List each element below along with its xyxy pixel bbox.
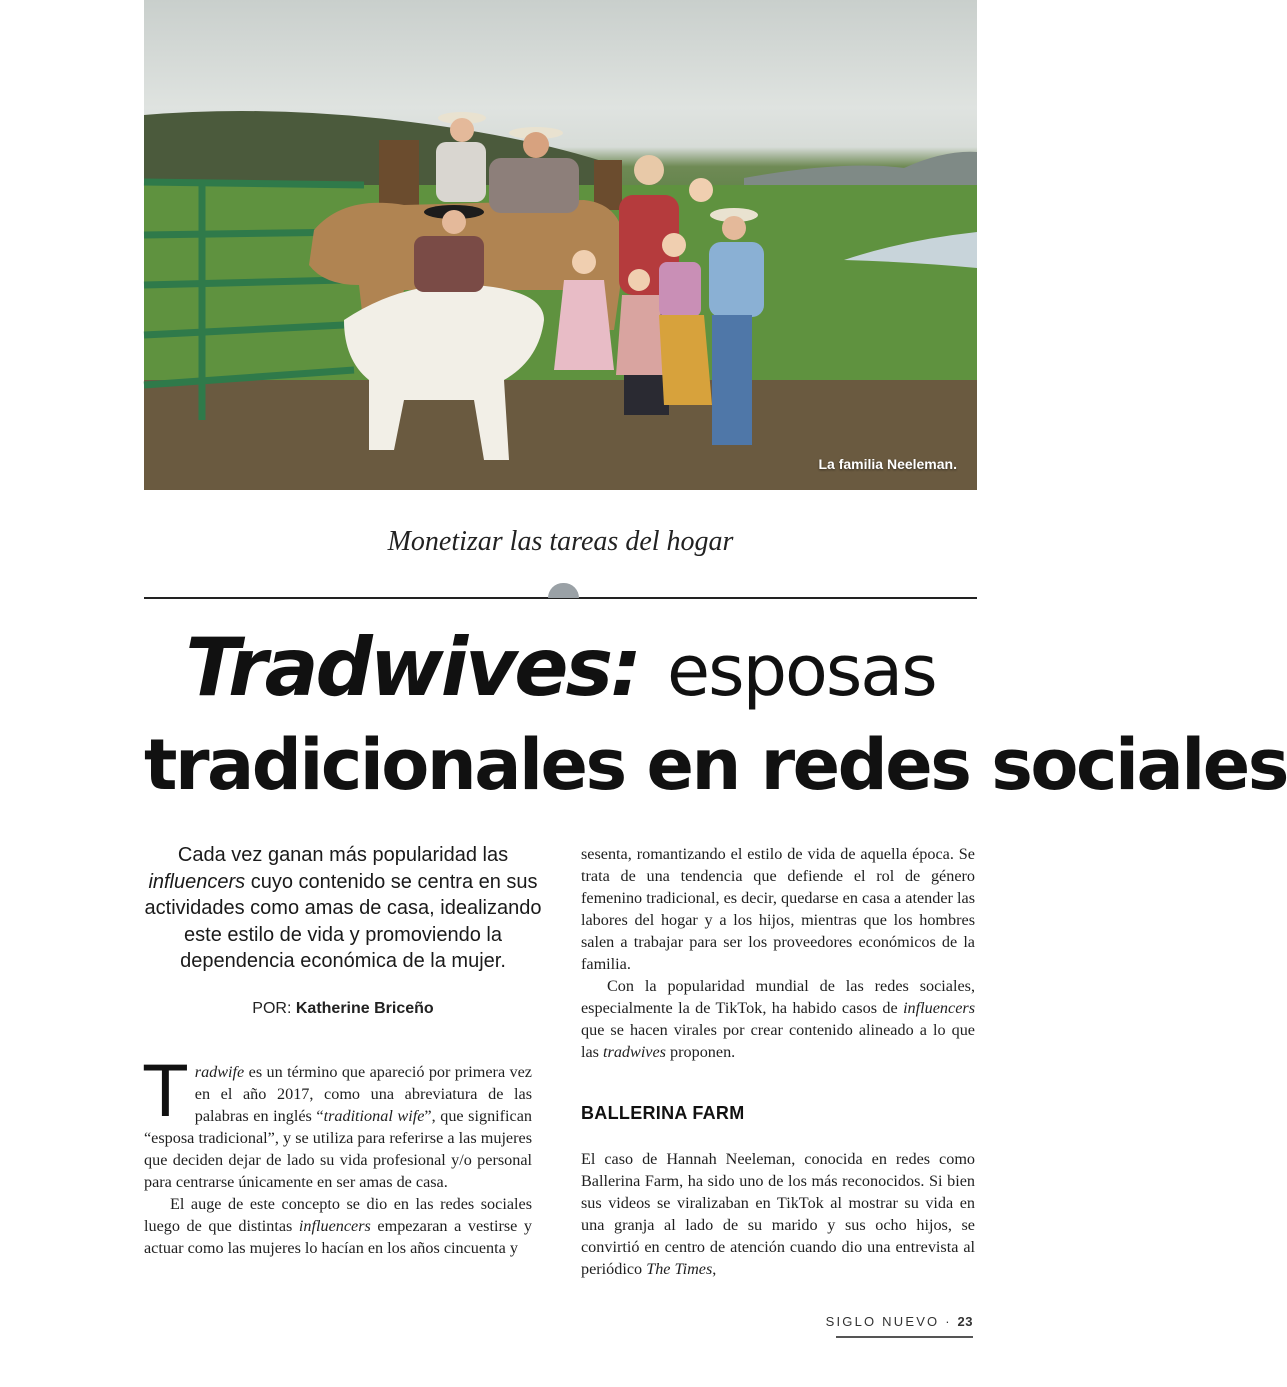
byline-author: Katherine Briceño	[295, 1000, 434, 1017]
paragraph-3	[581, 975, 975, 1063]
headline-rest: esposas	[667, 630, 936, 712]
p1-italic-phrase: traditional wife	[323, 1107, 425, 1125]
p3-text-3: proponen.	[665, 1043, 736, 1061]
folio-separator: ·	[945, 1314, 952, 1329]
divider-tab	[548, 583, 579, 598]
byline-prefix: POR:	[252, 1000, 292, 1017]
headline-bold: Tradwives	[185, 621, 611, 714]
p1-text-2: ”, que significan “esposa tradicional”, y se utiliza para referirse a las mujeres que deciden dejar de lado su vida profesional y/o personal para centrarse únicamente en ser amas de casa.	[144, 1107, 533, 1191]
p3-italic-2: tradwives	[603, 1043, 666, 1061]
headline-line-1	[144, 621, 977, 714]
p4-text-1: El caso de Hannah Neeleman, conocida en redes como Ballerina Farm, ha sido uno de los más reconocidos. Si bien sus videos se viralizaban en TikTok al mostrar su vida en una granja al lado de su marido y sus ocho hijos, se convirtió en centro de atención cuando dio una entrevista al periódico	[581, 1150, 975, 1278]
headline-line-2: tradicionales en redes sociales	[144, 724, 1287, 806]
section-kicker: Monetizar las tareas del hogar	[387, 526, 734, 557]
photo-illustration	[144, 0, 977, 490]
p1-italic-term: radwife	[194, 1063, 245, 1081]
p3-italic-1: influencers	[903, 999, 975, 1017]
p4-italic: The Times	[646, 1260, 713, 1278]
family-photo	[144, 0, 977, 490]
section-subhead: BALLERINA FARM	[581, 1103, 745, 1123]
folio-underline	[836, 1336, 973, 1338]
magazine-name: SIGLO NUEVO	[825, 1314, 940, 1329]
p4-text-2: ,	[712, 1260, 717, 1278]
drop-cap: T	[144, 1051, 187, 1133]
p2-text-2: empezaran a vestirse y actuar como las mujeres lo hacían en los años cincuenta y	[144, 1217, 532, 1257]
paragraph-1	[144, 1051, 533, 1193]
p1-text-1: es un término que apareció por primera vez en el año 2017, como una abreviatura de las palabras en inglés “	[194, 1063, 532, 1125]
deck-text-1: Cada vez ganan más popularidad las	[177, 844, 509, 866]
p2-text-1: El auge de este concepto se dio en las redes sociales luego de que distintas	[144, 1195, 532, 1235]
body-column-left	[144, 1051, 533, 1259]
page-folio	[826, 1314, 973, 1329]
article-deck	[144, 842, 542, 975]
byline	[144, 1000, 542, 1018]
p3-text-1: Con la popularidad mundial de las redes sociales, especialmente la de TikTok, ha habido casos de	[581, 977, 975, 1017]
body-column-right	[581, 843, 975, 1063]
page-number: 23	[957, 1314, 973, 1329]
paragraph-2	[144, 1193, 532, 1259]
photo-caption: La familia Neeleman.	[818, 456, 957, 472]
headline	[144, 621, 1287, 806]
p2-italic: influencers	[298, 1217, 371, 1235]
deck-text-2: cuyo contenido se centra en sus actividades como amas de casa, idealizando este estilo de vida y promoviendo la dependencia económica de la mujer.	[144, 870, 542, 972]
headline-colon: :	[610, 621, 640, 714]
p3-text-2: que se hacen virales por crear contenido alineado a lo que las	[581, 1021, 975, 1061]
paragraph-4	[581, 1148, 975, 1280]
paragraph-2-continued: sesenta, romantizando el estilo de vida de aquella época. Se trata de una tendencia que defiende el rol de género femenino tradicional, es decir, quedarse en casa a atender las labores del hogar y a los hijos, mientras que los hombres salen a trabajar para ser los proveedores económicos de la familia.	[581, 845, 975, 973]
body-column-right-2	[581, 1148, 975, 1280]
deck-italic: influencers	[148, 870, 246, 893]
